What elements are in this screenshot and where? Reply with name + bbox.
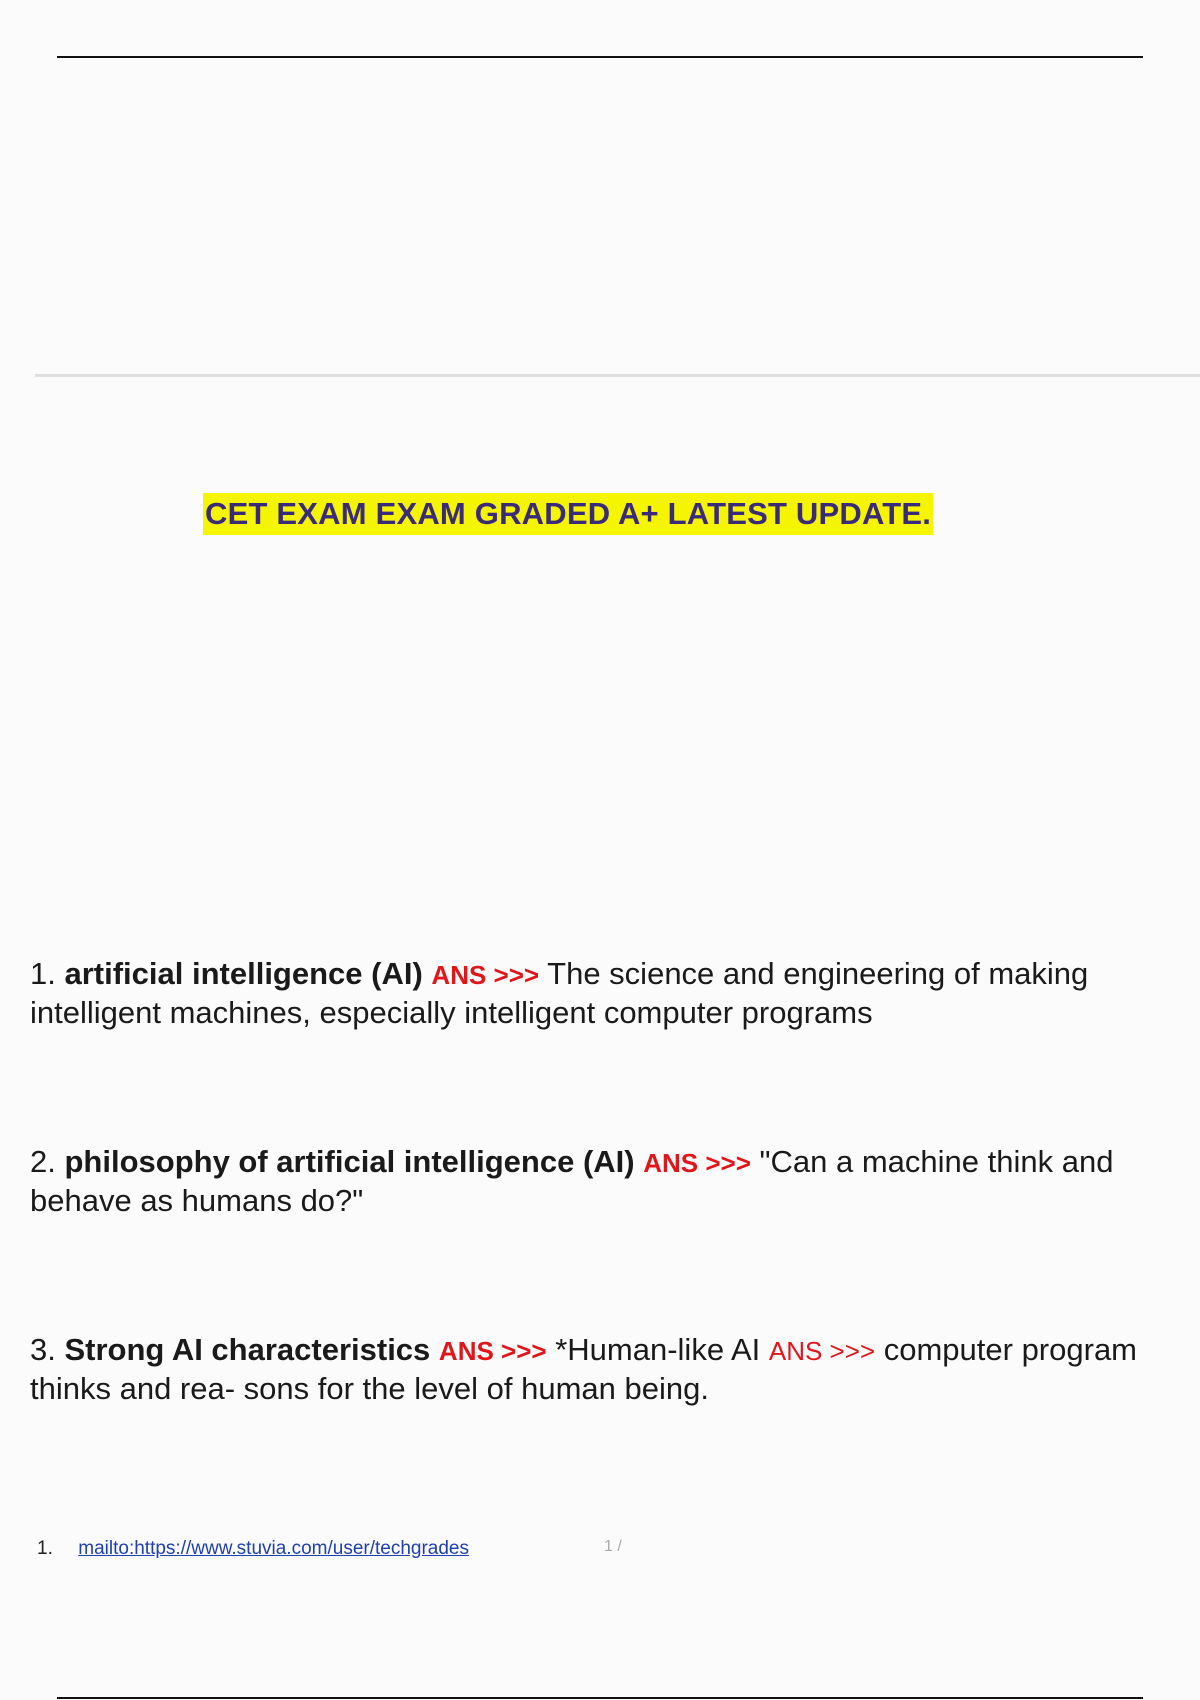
answer-text: "Can a machine think and	[759, 1144, 1114, 1179]
answer-text-part2: computer program	[883, 1332, 1138, 1367]
ans-marker: ANS >>>	[643, 1148, 751, 1178]
footnote	[37, 1536, 469, 1562]
question-term: philosophy of artificial intelligence (AI)	[64, 1144, 635, 1179]
footnote-link[interactable]: mailto:https://www.stuvia.com/user/techgrades	[78, 1538, 469, 1559]
question-item-3	[30, 1331, 1180, 1407]
answer-text-continued: intelligent machines, especially intelligent computer programs	[30, 995, 873, 1030]
ans-marker: ANS >>>	[438, 1336, 547, 1366]
bottom-rule	[57, 1697, 1143, 1699]
question-number: 3.	[30, 1332, 56, 1367]
footnote-number: 1.	[37, 1538, 53, 1559]
question-term: artificial intelligence (AI)	[64, 956, 423, 991]
page-mark: 1 /	[604, 1538, 622, 1555]
answer-text: The science and engineering of making	[547, 956, 1089, 991]
ans-marker: ANS >>>	[431, 960, 540, 990]
question-item-2	[30, 1143, 1180, 1219]
document-title: CET EXAM EXAM GRADED A+ LATEST UPDATE.	[203, 493, 933, 535]
question-item-1	[30, 955, 1180, 1031]
question-number: 1.	[30, 956, 56, 991]
top-rule	[57, 56, 1143, 58]
section-divider	[35, 374, 1200, 377]
question-number: 2.	[30, 1144, 56, 1179]
ans-marker-inline: ANS >>>	[768, 1336, 876, 1366]
answer-text: *Human-like AI	[555, 1332, 761, 1367]
question-term: Strong AI characteristics	[64, 1332, 431, 1367]
answer-text-continued: behave as humans do?"	[30, 1183, 364, 1218]
answer-text-continued: thinks and rea- sons for the level of human being.	[30, 1371, 709, 1406]
